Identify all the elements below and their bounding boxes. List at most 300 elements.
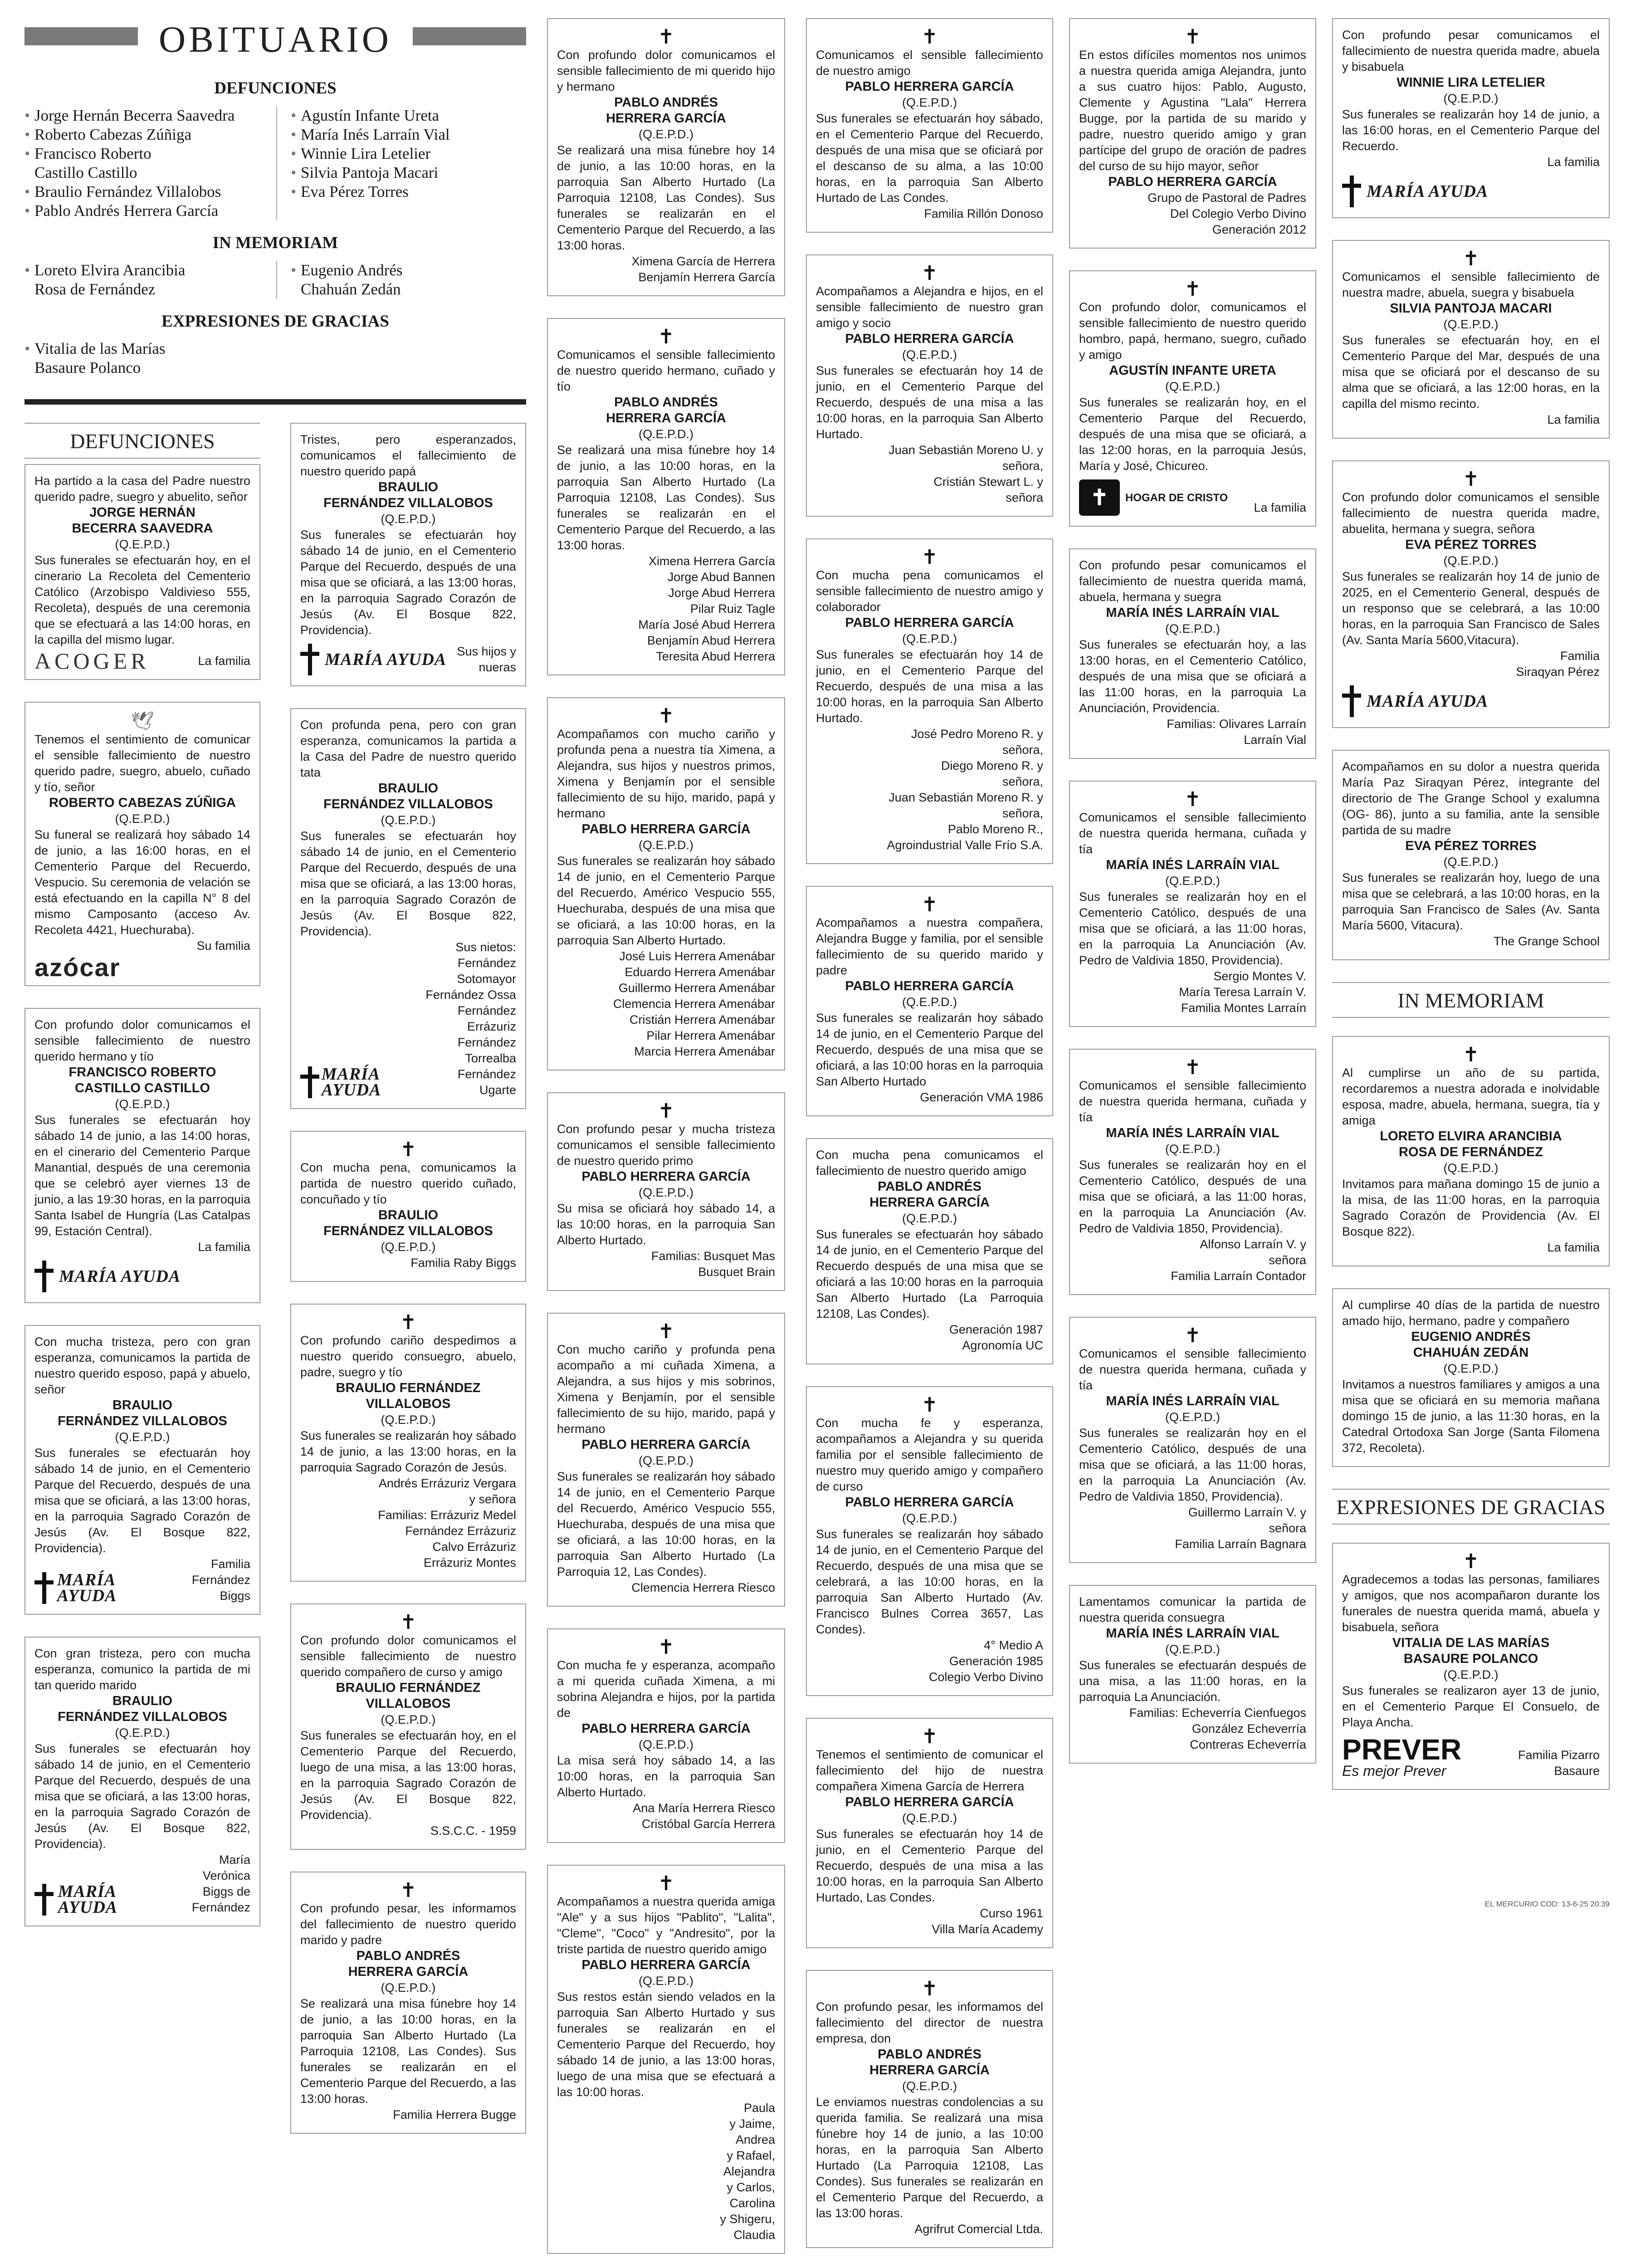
cross-icon: ✝ [1462,1044,1480,1066]
section-title-in-memoriam: IN MEMORIAM [1332,982,1610,1018]
qepd-label: (Q.E.P.D.) [902,632,957,645]
cross-icon: ✝ [1184,278,1201,300]
deceased-name: WINNIE LIRA LETELIER [1397,75,1545,90]
deceased-name: BRAULIO FERNÁNDEZ VILLALOBOS [336,1681,481,1711]
notice-signature [34,938,250,954]
index-memoriam [24,261,526,299]
signature-line: Larraín Vial [1244,733,1306,747]
notice-footer [34,1556,250,1604]
signature-line: Agronomía UC [962,1339,1043,1352]
signature-line: Generación 1987 [949,1323,1043,1336]
signature-line: La familia [198,1240,250,1254]
notice-signature [816,2221,1043,2237]
notice-signature [557,254,775,285]
signature-line: Curso 1961 [980,1906,1043,1920]
dove-icon: 🕊 [131,711,154,731]
deceased-name: BRAULIO [378,781,439,796]
signature-line: Grupo de Pastoral de Padres [1147,191,1306,205]
signature-line: Contreras Echeverría [1190,1738,1306,1751]
obituary-notice [1332,18,1610,218]
notice-intro: Tristes, pero esperanzados, comunicamos el fallecimiento de nuestro querido papá [300,433,516,478]
logo-text: HOGAR DE CRISTO [1125,491,1228,504]
qepd-label: (Q.E.P.D.) [1443,1161,1499,1175]
cross-icon [34,1572,52,1604]
notice-signature [816,206,1043,222]
cross-icon: ✝ [1462,1550,1480,1573]
notice-body: Sus funerales se efectuarán después de una misa, a las 11:00 horas, en la parroquia La Anunciación. [1079,1658,1306,1704]
signature-line: Calvo Errázuriz [432,1540,516,1554]
cross-icon: ✝ [921,894,938,916]
notice-intro: Agradecemos a todas las personas, familiares y amigos, que nos acompañaron durante los funerales de nuestra querida mamá, abuela y bisabuela, señora [1342,1573,1600,1634]
notice-body: Sus funerales se realizarán hoy en el Cementerio Católico, después de una misa que se oficiará, a las 11:00 horas, en la parroquia La Anunciación (Av. Pedro de Valdivia 1850, Providencia). [1079,890,1306,967]
signature-line: Familia [1560,649,1600,663]
notice-intro: Con profundo pesar y mucha tristeza comunicamos el sensible fallecimiento de nuestro querido primo [557,1122,775,1168]
notice-intro: Comunicamos el sensible fallecimiento de nuestro amigo [816,48,1043,78]
deceased-name: PABLO HERRERA GARCÍA [581,1721,751,1736]
qepd-label: (Q.E.P.D.) [1443,855,1499,869]
qepd-label: (Q.E.P.D.) [902,348,957,362]
signature-line: señora [1006,491,1043,504]
notice-signature [1254,500,1306,516]
cross-icon [34,1261,54,1292]
signature-line: González Echeverría [1191,1722,1306,1735]
cross-icon: ✝ [658,326,674,348]
signature-line: Jorge Abud Herrera [668,586,775,600]
notice-signature [300,1476,516,1571]
signature-line: Familias: Olivares Larraín [1167,717,1306,731]
signature-line: Agrifrut Comercial Ltda. [914,2222,1043,2236]
index-gracias [24,339,526,377]
signature-line: Sergio Montes V. [1213,969,1306,983]
cross-icon: ✝ [921,1978,938,2000]
signature-line: Andrés Errázuriz Vergara [378,1476,516,1490]
signature-line: Biggs de [202,1885,250,1898]
deceased-name: HERRERA GARCÍA [869,1195,990,1210]
signature-line: Pilar Ruiz Tagle [690,602,775,616]
signature-line: Generación 2012 [1212,223,1306,236]
deceased-name: VITALIA DE LAS MARÍAS [1392,1636,1550,1650]
notice-signature [1342,934,1600,949]
notice-signature [816,1090,1043,1105]
signature-line: María Verónica [202,1853,250,1882]
deceased-name: JORGE HERNÁN [89,505,195,520]
prever-logo-block [1342,1733,1462,1779]
signature-line: Paula [743,2101,775,2115]
notice-intro: Con profundo dolor comunicamos el sensible fallecimiento de nuestro querido hermano y tío [34,1018,250,1063]
index-heading-defunciones: DEFUNCIONES [214,79,337,98]
qepd-label: (Q.E.P.D.) [638,1454,694,1467]
section-title-defunciones: DEFUNCIONES [24,423,260,459]
obituary-notice [806,1138,1053,1364]
obituary-notice [24,1008,260,1303]
signature-line: Familia Larraín Contador [1171,1269,1306,1283]
notice-body: Sus funerales se efectuarán hoy, en el Cementerio Parque del Recuerdo, luego de una misa, a las 13:00 horas, en la parroquia Sagrado Corazón de Jesús (Av. El Bosque 822, Providencia). [300,1729,516,1822]
deceased-name: PABLO ANDRÉS [878,2047,981,2062]
notice-body: Le enviamos nuestras condolencias a su querida familia. Se realizará una misa fúnebre hoy 14 de junio, a las 10:00 horas, en la parroquia San Alberto Hurtado (La Parroquia 12108, Las Condes). Sus funerales se realizarán en el Cementerio Parque del Recuerdo, a las 13:00 horas. [816,2095,1043,2220]
notice-footer [1079,474,1306,516]
index-entry: Rosa de Fernández [34,280,156,298]
notice-signature [300,2107,516,2123]
notice-body: Sus funerales se realizarán hoy sábado 14 de junio, en el Cementerio Parque del Recuerdo, Américo Vespucio 555, Huechuraba, después de una misa que se oficiará, a las 10:00 horas, en la parroquia San Alberto Hurtado (La Parroquia 12, Las Condes). [557,1470,775,1579]
signature-line: José Pedro Moreno R. y [911,727,1043,741]
notice-signature [557,1800,775,1832]
deceased-name: BASAURE POLANCO [1403,1652,1538,1666]
index-heading-gracias: EXPRESIONES DE GRACIAS [161,312,389,331]
qepd-label: (Q.E.P.D.) [638,1974,694,1988]
signature-line: Guillermo Larraín V. y [1188,1505,1306,1519]
signature-line: 4° Medio A [984,1638,1043,1652]
qepd-label: (Q.E.P.D.) [1165,622,1221,635]
signature-line: señora, [1002,743,1043,757]
signature-line: Colegio Verbo Divino [928,1670,1043,1684]
index-entry: • Francisco Roberto [24,144,272,163]
deceased-name: FERNÁNDEZ VILLALOBOS [58,1414,227,1428]
signature-line: Jorge Abud Bannen [667,570,775,584]
deceased-name: PABLO HERRERA GARCÍA [581,1169,751,1184]
index-entry: • María Inés Larraín Vial [291,125,512,144]
logo-text: MARÍA AYUDA [1367,181,1489,201]
obituary-notice [290,1872,526,2134]
index-entry: • Loreto Elvira Arancibia [24,261,272,280]
signature-line: Familia Raby Biggs [410,1256,516,1270]
signature-line: Andrea [735,2133,775,2146]
index-entry: • Winnie Lira Letelier [291,144,512,163]
logo-tagline: Es mejor Prever [1342,1763,1446,1779]
logo-text: MARÍA AYUDA [59,1266,181,1286]
deceased-name: HERRERA GARCÍA [606,111,726,126]
cross-icon [300,1066,316,1098]
footer-code: EL MERCURIO COD: 13-6-25 20:39 [1484,1900,1610,1908]
index-entry: Chahuán Zedán [301,280,401,298]
deceased-name: HERRERA GARCÍA [348,1965,469,1979]
cross-icon [1342,176,1361,207]
index-column [276,106,512,220]
deceased-name: CASTILLO CASTILLO [74,1081,210,1095]
deceased-name: BRAULIO [112,1398,173,1413]
notice-signature [300,1255,516,1271]
index-entry: • Eugenio Andrés [291,261,512,280]
notice-intro: Con profundo cariño despedimos a nuestro querido consuegro, abuelo, padre, suegro y tío [300,1334,516,1379]
signature-line: y Shigeru, [720,2212,775,2226]
notice-signature [557,1580,775,1596]
cross-icon: ✝ [921,1394,938,1416]
cross-icon [34,1884,53,1916]
cross-icon: ✝ [1184,26,1201,48]
obituary-notice [806,254,1053,517]
notice-intro: Con profunda pena, pero con gran esperanza, comunicamos la partida a la Casa del Padre de nuestro querido tata [300,718,516,779]
signature-line: señora, [1002,459,1043,473]
obituary-notice [1069,781,1316,1027]
notice-body: Sus funerales se realizarán hoy, en el Cementerio Parque del Recuerdo, después de una misa que se oficiará, a las 12:00 horas, en la parroquia Jesús, María y José, Chicureo. [1079,396,1306,473]
signature-line: y Rafael, [727,2149,775,2162]
cross-icon: ✝ [658,1320,674,1343]
qepd-label: (Q.E.P.D.) [638,427,694,441]
notice-intro: Con profundo pesar comunicamos el fallecimiento de nuestra querida madre, abuela y bisabuela [1342,28,1600,73]
notice-intro: Con profundo pesar comunicamos el fallecimiento de nuestra querida mamá, abuela, hermana y suegra [1079,558,1306,604]
obituary-notice [547,697,785,1070]
cross-icon: ✝ [921,546,938,568]
notice-signature [1342,648,1600,680]
notice-body: Sus funerales se efectuarán hoy 14 de junio, en el Cementerio Parque del Recuerdo, después de una misa a las 10:00 horas, en la parroquia San Alberto Hurtado, Las Condes. [816,1827,1043,1904]
deceased-name: PABLO ANDRÉS [614,95,718,110]
logo-text: azócar [34,953,121,982]
notice-body: Sus funerales se realizarán hoy en el Cementerio Católico, después de una misa que se oficiará, a las 11:00 horas, en la parroquia La Anunciación (Av. Pedro de Valdivia 1850, Providencia). [1079,1158,1306,1235]
cross-icon: ✝ [400,1879,417,1901]
notice-body: Sus funerales se efectuarán hoy sábado 14 de junio, a las 14:00 horas, en el cinerario del Cementerio Parque Manantial, después de una ceremonia que se celebró ayer viernes 13 de junio, a las 19:30 horas, en la parroquia Santa Isabel de Hungría (Las Catalpas 99, Estación Central). [34,1113,250,1238]
signature-line: Juan Sebastián Moreno R. y [889,791,1043,804]
cross-icon: ✝ [1184,788,1201,811]
maria-ayuda-logo [300,644,446,675]
subcolumn-a [24,423,260,2156]
deceased-name: CHAHUÁN ZEDÁN [1413,1345,1529,1360]
notice-signature [557,553,775,665]
signature-line: Agroindustrial Valle Frío S.A. [887,838,1043,852]
notice-footer [1342,1730,1600,1779]
deceased-name: FERNÁNDEZ VILLALOBOS [323,797,493,811]
index-entry: • Vitalia de las Marías [24,339,272,358]
cross-icon: ✝ [921,262,938,284]
signature-line: Su familia [196,939,250,953]
qepd-label: (Q.E.P.D.) [1443,1362,1499,1375]
signature-line: Marcia Herrera Amenábar [634,1045,775,1058]
signature-line: y Jaime, [729,2117,775,2131]
cross-icon [1342,685,1361,717]
signature-line: Basaure [1554,1764,1600,1778]
maria-ayuda-logo [34,1572,166,1604]
qepd-label: (Q.E.P.D.) [902,96,957,109]
signature-line: Generación 1985 [949,1654,1043,1668]
qepd-label: (Q.E.P.D.) [381,1713,436,1726]
deceased-name: MARÍA INÉS LARRAÍN VIAL [1106,858,1279,872]
qepd-label: (Q.E.P.D.) [381,512,436,526]
obituary-notice [1332,750,1610,960]
notice-intro: Con profundo dolor comunicamos el sensible fallecimiento de mi querido hijo y hermano [557,48,775,93]
acoger-logo [34,648,150,674]
notice-signature [816,442,1043,506]
notice-footer [300,939,516,1098]
notice-body: Sus funerales se efectuarán hoy sábado, en el Cementerio Parque del Recuerdo, después de una misa que se oficiará por el descanso de su alma, a las 10:00 horas, en la parroquia San Alberto Hurtado de Las Condes. [816,112,1043,205]
qepd-label: (Q.E.P.D.) [381,1981,436,1994]
maria-ayuda-logo [34,1261,250,1292]
cross-icon: ✝ [658,26,674,48]
notice-intro: Con profundo dolor comunicamos el sensible fallecimiento de nuestro querido compañero de curso y amigo [300,1633,516,1679]
notice-intro: Tenemos el sentimiento de comunicar el sensible fallecimiento de nuestro querido padre, suegro, abuelo, cuñado y tío, señor [34,733,250,794]
obituary-notice [1332,1036,1610,1266]
obituary-notice [806,1970,1053,2248]
notice-signature [1079,1705,1306,1753]
signature-line: La familia [1254,501,1306,514]
index-entry: • Jorge Hernán Becerra Saavedra [24,106,272,125]
signature-line: Sus hijos y [457,645,516,658]
signature-line: Familia Rillón Donoso [924,207,1043,220]
signature-line: Clemencia Herrera Amenábar [613,997,775,1011]
notice-signature [1518,1747,1600,1779]
deceased-name: BECERRA SAAVEDRA [72,521,213,536]
logo-text: MARÍA AYUDA [1367,691,1489,711]
signature-line: Familia Herrera Bugge [393,2108,516,2121]
qepd-label: (Q.E.P.D.) [115,538,170,551]
signature-line: Pilar Herrera Amenábar [646,1029,775,1042]
signature-line: Fernández Torrealba [457,1036,516,1065]
deceased-name: LORETO ELVIRA ARANCIBIA [1380,1129,1562,1144]
signature-line: Cristián Stewart L. y [933,475,1043,489]
notice-intro: Con mucha pena, comunicamos la partida de nuestro querido cuñado, concuñado y tío [300,1161,516,1206]
obituary-notice [547,1092,785,1291]
notice-body: Sus funerales se realizarán hoy 14 de junio, a las 16:00 horas, en el Cementerio Parque del Recuerdo. [1342,108,1600,153]
notice-footer [300,638,516,675]
cross-icon: ✝ [400,1611,417,1633]
cross-icon: ✝ [400,1139,417,1161]
index-entry: • Eva Pérez Torres [291,182,512,201]
deceased-name: PABLO HERRERA GARCÍA [581,1958,751,1972]
notice-body: Sus funerales se efectuarán hoy 14 de junio, en el Cementerio Parque del Recuerdo, después de una misa a las 10:00 horas, en la parroquia San Alberto Hurtado. [816,364,1043,441]
notice-signature [166,1556,250,1604]
signature-line: María José Abud Herrera [638,618,775,631]
page-header [24,18,526,66]
obituary-notice [1332,1543,1610,1790]
deceased-name: EUGENIO ANDRÉS [1411,1330,1531,1344]
maria-ayuda-logo [34,1884,172,1916]
notice-intro: Con profundo pesar, les informamos del fallecimiento de nuestro querido marido y padre [300,1901,516,1947]
obituary-notice [806,886,1053,1116]
signature-line: Fernández Errázuriz [405,1524,516,1538]
deceased-name: FERNÁNDEZ VILLALOBOS [58,1710,227,1724]
notice-intro: Con mucha pena comunicamos el sensible fallecimiento de nuestro amigo y colaborador [816,568,1043,614]
logo-text: MARÍA AYUDA [325,650,447,669]
deceased-name: HERRERA GARCÍA [606,411,726,425]
index-defunciones [24,106,526,220]
notice-signature [1079,968,1306,1016]
signature-line: Diego Moreno R. y [941,759,1043,772]
notice-body: Sus funerales se realizarán hoy, luego de una misa que se celebrará, a las 10:00 horas, en la parroquia San Francisco de Sales (Av. Santa María 5600, Vitacura). [1342,871,1600,932]
notice-signature [816,1637,1043,1685]
qepd-label: (Q.E.P.D.) [902,2079,957,2093]
notice-signature [557,2100,775,2243]
column-5 [1332,0,1610,1812]
notice-body: La misa será hoy sábado 14, a las 10:00 horas, en la parroquia San Alberto Hurtado. [557,1754,775,1799]
cross-icon: ✝ [921,1725,938,1748]
deceased-name: PABLO HERRERA GARCÍA [845,79,1014,94]
notice-intro: Comunicamos el sensible fallecimiento de nuestra querida hermana, cuñada y tía [1079,811,1306,856]
obituary-notice [24,1637,260,1926]
notice-intro: Comunicamos el sensible fallecimiento de nuestra madre, abuela, suegra y bisabuela [1342,270,1600,299]
cross-icon: ✝ [658,1872,674,1895]
notice-signature [557,948,775,1060]
obituary-notice [547,1628,785,1843]
deceased-name: BRAULIO FERNÁNDEZ VILLALOBOS [336,1381,481,1411]
qepd-label: (Q.E.P.D.) [1165,1142,1221,1156]
maria-ayuda-logo [1342,176,1600,207]
signature-line: Ximena Herrera García [648,554,775,568]
index-entry: • Pablo Andrés Herrera García [24,201,272,220]
notice-intro: Con mucho cariño y profunda pena acompaño a mi cuñada Ximena, a Alejandra, a sus hijos y mis sobrinos, Ximena y Benjamín, por el sensible fallecimiento de su hijo, marido, papá y hermano [557,1343,775,1436]
logo-text: MARÍA AYUDA [321,1065,381,1100]
obituary-notice [1069,270,1316,527]
obituary-notice [1069,548,1316,759]
notice-signature [1342,1240,1600,1256]
obituary-notice [547,18,785,296]
obituary-notice [290,423,526,686]
deceased-name: AGUSTÍN INFANTE URETA [1109,363,1276,378]
signature-line: S.S.C.C. - 1959 [430,1824,516,1838]
obituary-notice [806,18,1053,233]
notice-signature [816,726,1043,853]
maria-ayuda-logo [300,1066,422,1098]
cross-icon: ✝ [658,1636,674,1658]
deceased-name: HERRERA GARCÍA [869,2063,990,2077]
notice-body: Sus funerales se efectuarán hoy, en el Cementerio Parque del Mar, después de una misa que se oficiará por el descanso de su alma que se oficiará, a las 12:00 horas, en la capilla del mismo recinto. [1342,333,1600,411]
obituary-notice [290,708,526,1109]
signature-line: José Luis Herrera Amenábar [619,949,775,963]
signature-line: Sotomayor [457,972,516,986]
obituary-notice [1069,1585,1316,1764]
qepd-label: (Q.E.P.D.) [902,1212,957,1225]
cross-icon: ✝ [921,26,938,48]
notice-intro: Con mucha fe y esperanza, acompaño a mi querida cuñada Ximena, a mi sobrina Alejandra e hijos, por la partida de [557,1658,775,1720]
deceased-name: PABLO ANDRÉS [356,1949,460,1963]
signature-line: La familia [1547,413,1600,426]
logo-text: PREVER [1342,1733,1462,1766]
signature-line: Del Colegio Verbo Divino [1170,207,1306,220]
cross-icon: ✝ [1462,468,1480,490]
notice-body: Sus funerales se efectuarán hoy 14 de junio, en el Cementerio Parque del Recuerdo, después de una misa a las 10:00 horas, en la parroquia San Alberto Hurtado. [816,648,1043,725]
notice-signature [1079,190,1306,238]
hogar-de-cristo-logo [1079,479,1228,516]
signature-line: La familia [1547,1241,1600,1254]
notice-body: Sus funerales se efectuarán hoy sábado 14 de junio, en el Cementerio Parque del Recuerdo, después de una misa que se oficiará, a las 13:00 horas, en la parroquia Sagrado Corazón de Jesús (Av. El Bosque 822, Providencia). [300,528,516,637]
cross-icon: ✝ [1462,248,1480,270]
notice-footer [34,1852,250,1916]
qepd-label: (Q.E.P.D.) [638,838,694,852]
deceased-name: MARÍA INÉS LARRAÍN VIAL [1106,1394,1279,1408]
maria-ayuda-logo [1342,685,1600,717]
signature-line: Busquet Brain [698,1265,775,1279]
notice-body: Sus restos están siendo velados en la parroquia San Alberto Hurtado y sus funerales se realizarán en el Cementerio Parque del Recuerdo, hoy sábado 14 de junio, a las 13:00 horas, luego de una misa que se efectuará a las 10:00 horas. [557,1990,775,2099]
notice-body: Sus funerales se realizarán hoy 14 de junio de 2025, en el Cementerio General, después de un responso que se celebrará, a las 10:00 horas, en la parroquia San Francisco de Sales (Av. Santa María 5600,Vitacura). [1342,570,1600,647]
cross-icon: ✝ [658,705,674,727]
notice-intro: Con mucha tristeza, pero con gran esperanza, comunicamos la partida de nuestro querido esposo, papá y abuelo, señor [34,1335,250,1396]
signature-line: Guillermo Herrera Amenábar [618,981,775,995]
signature-line: Ana María Herrera Riesco [633,1801,775,1815]
index-entry: • Agustín Infante Ureta [291,106,512,125]
signature-line: Familias: Busquet Mas [651,1249,775,1263]
notice-body: Sus funerales se realizarán hoy en el Cementerio Católico, después de una misa que se oficiará, a las 11:00 horas, en la parroquia La Anunciación (Av. Pedro de Valdivia 1850, Providencia). [1079,1426,1306,1503]
obituary-notice [806,1386,1053,1696]
subcolumn-b [290,423,526,2156]
notice-intro: En estos difíciles momentos nos unimos a nuestra querida amiga Alejandra, junto a sus cuatro hijos: Pablo, Augusto, Clemente y Agustina "Lala" Herrera Bugge, por la partida de su marido y padre, nuestro querido amigo y gran partícipe del grupo de oración de padres del curso de su hijo mayor, señor [1079,48,1306,173]
defunciones-grid [24,423,526,2156]
index-entry: • Silvia Pantoja Macari [291,163,512,182]
deceased-name: PABLO ANDRÉS [878,1179,981,1194]
notice-body: Sus funerales se efectuarán hoy sábado 14 de junio, en el Cementerio Parque del Recuerdo, después de una misa que se oficiará, a las 13:00 horas, en la parroquia Sagrado Corazón de Jesús (Av. El Bosque 822, Providencia). [34,1446,250,1555]
signature-line: The Grange School [1493,934,1600,948]
notice-body: Invitamos a nuestros familiares y amigos a una misa que se oficiará en su memoria mañana domingo 15 de junio, a las 11:30 horas, en la Catedral Ortodoxa San Jorge (Santa Filomena 372, Recoleta). [1342,1378,1600,1455]
cross-icon: ✝ [1184,1325,1201,1347]
notice-intro: Con mucha pena comunicamos el fallecimiento de nuestro querido amigo [816,1148,1043,1178]
deceased-name: MARÍA INÉS LARRAÍN VIAL [1106,1626,1279,1641]
notice-body: Se realizará una misa fúnebre hoy 14 de junio, a las 10:00 horas, en la parroquia San Alberto Hurtado (La Parroquia 12108, Las Condes). Sus funerales se realizarán en el Cementerio Parque del Recuerdo, a las 13:00 horas. [557,443,775,552]
signature-line: Juan Sebastián Moreno U. y [889,443,1043,457]
obituary-notice [24,702,260,986]
signature-line: señora, [1002,775,1043,788]
signature-line: Eduardo Herrera Amenábar [625,965,775,979]
obituary-notice [24,464,260,680]
notice-intro: Con profundo dolor, comunicamos el sensible fallecimiento de nuestro querido hombro, papá, hermano, suegro, cuñado y amigo [1079,300,1306,362]
obituary-notice [1332,460,1610,728]
index-column [24,261,276,299]
deceased-name: BRAULIO [378,1208,439,1222]
notice-intro: Comunicamos el sensible fallecimiento de nuestra querida hermana, cuñada y tía [1079,1079,1306,1124]
